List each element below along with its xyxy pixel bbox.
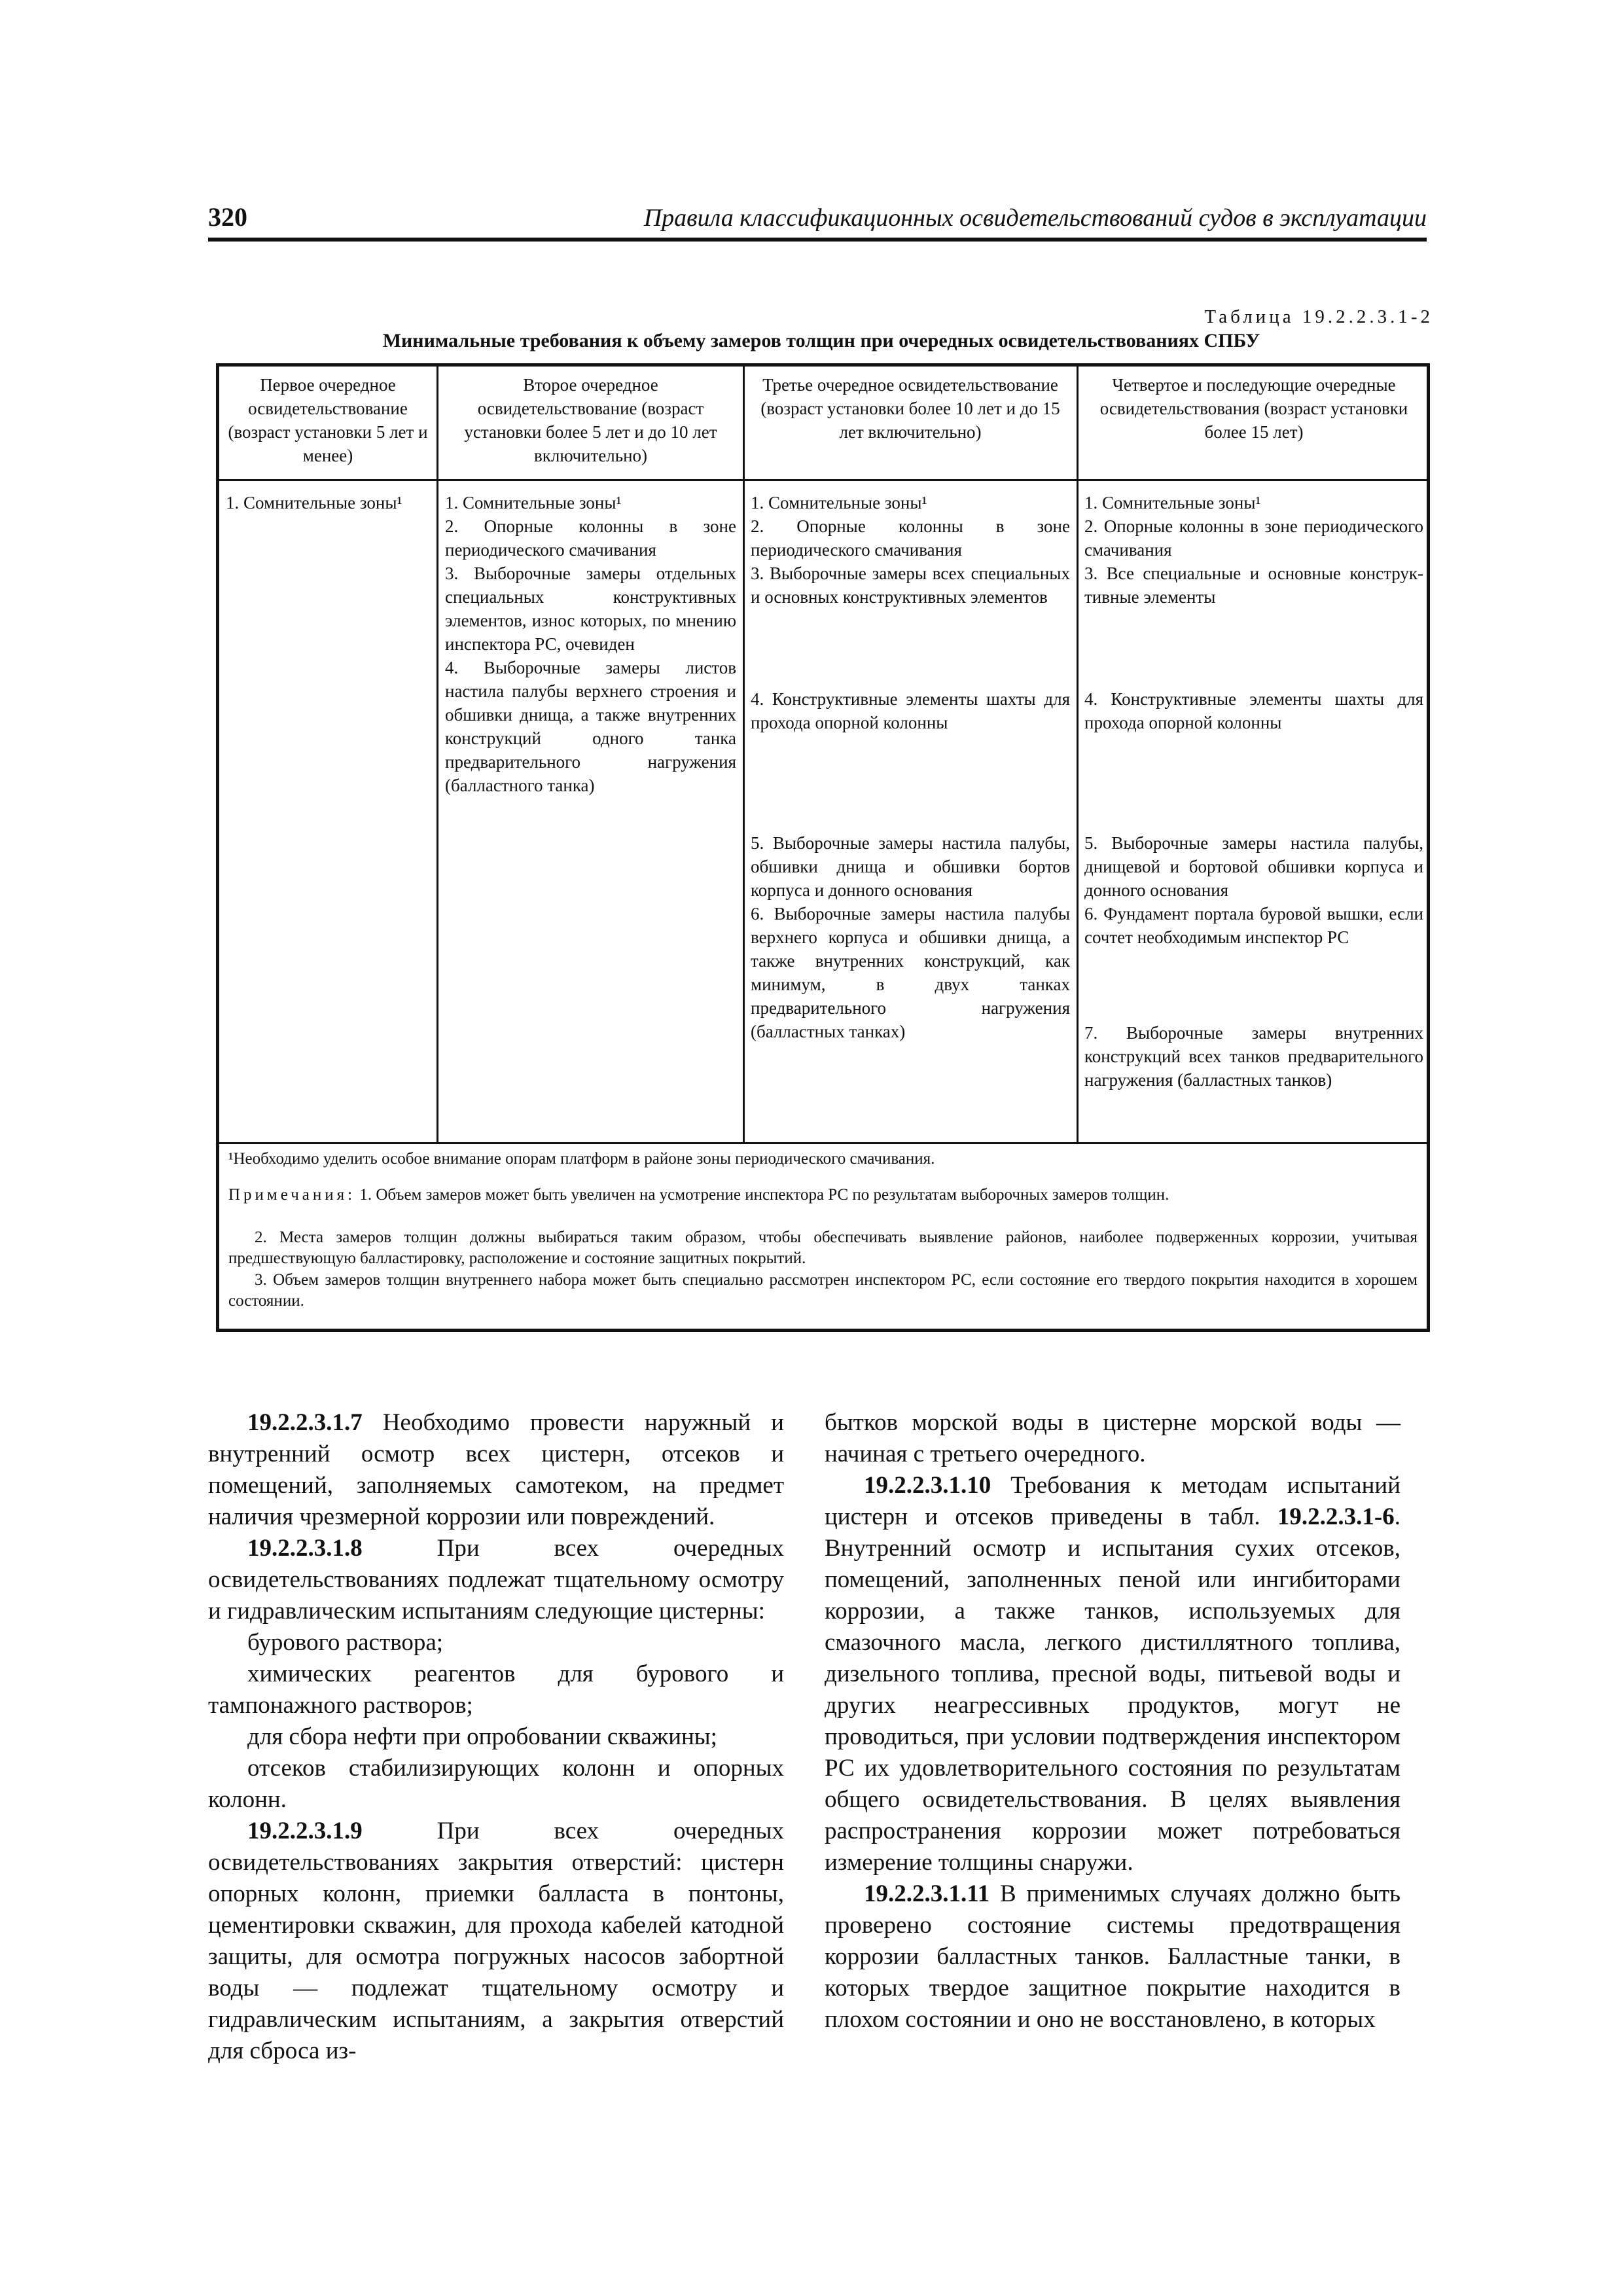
paragraph-11: 19.2.2.3.1.11 В применимых случаях должно быть проверено состояние системы предотвращения коррозии балластных танков. Балластные танки, в которых твердое защитное покрытие находится в плохом состоянии и оно не восстановлено, в которых: [825, 1880, 1400, 2033]
cell-col4-item2: 2. Опорные колонны в зоне периодического смачивания: [1084, 516, 1423, 560]
clause-number: 19.2.2.3.1.10: [864, 1472, 991, 1499]
table-notes: [228, 1185, 1418, 1206]
running-title: Правила классификационных освидетельствований судов в эксплуатации: [643, 204, 1427, 232]
paragraph-9: 19.2.2.3.1.9 При всех очередных освидетельствованиях закрытия отверстий: цистерн опорных колонн, приемки балласта в понтоны, цементировки скважин, для прохода кабелей катодной защиты, для осмотра погружных насосов забортной воды — подлежат тщательному осмотру и гидравлическим испытаниям, а закрытия отверстий для сброса из-: [208, 1818, 784, 2064]
notes-label: Примечания:: [228, 1186, 356, 1204]
note-1: 1. Объем замеров может быть увеличен на усмотрение инспектора РС по результатам выборочных замеров толщин.: [359, 1186, 1169, 1204]
cell-col1-item1: 1. Сомнительные зоны¹: [226, 493, 402, 512]
cell-col3-item6: 6. Выборочные замеры настила палубы верхнего корпуса и обшивки днища, а также внутренних конструкций, как минимум, в двух танках предварительного нагружения (балластных танках): [751, 904, 1070, 1041]
cell-col4-item4: 4. Конструктивные элементы шахты для прохода опорной колонны: [1084, 689, 1423, 732]
table-label: Таблица 19.2.2.3.1-2: [1204, 306, 1433, 327]
table-cell: [751, 491, 1070, 609]
list-item: химических реагентов для бурового и тампонажного растворов;: [208, 1660, 784, 1719]
cell-col2-item4: 4. Выборочные замеры листов настила палубы верхнего строения и обшивки днища, а также внутренних конструкций одного танка предварительного нагружения (балластного танка): [445, 658, 736, 795]
cell-col3-item4: 4. Конструктивные элементы шахты для прохода опорной колонны: [751, 689, 1070, 732]
paragraph-continuation: бытков морской воды в цистерне морской воды — начиная с третьего очередного.: [825, 1409, 1400, 1467]
header-divider: [219, 479, 1427, 481]
right-text-column: [825, 1407, 1400, 2036]
table-cell: [751, 831, 1070, 1043]
left-text-column: [208, 1407, 784, 2067]
paragraph-8: 19.2.2.3.1.8 При всех очередных освидетельствованиях подлежат тщательному осмотру и гидравлическим испытаниям следующие цистерны:: [208, 1535, 784, 1624]
column-divider: [1077, 367, 1079, 1142]
cell-col2-item3: 3. Выборочные замеры отдельных специальных конструктивных элементов, износ которых, по мнению инспектора РС, очевиден: [445, 564, 736, 654]
page-number: 320: [208, 202, 247, 232]
clause-number: 19.2.2.3.1.9: [247, 1818, 363, 1844]
header-cell: Четвертое и последующие очередные освидетельствования (возраст установки более 15 лет): [1099, 375, 1408, 442]
cell-col4-item1: 1. Сомнительные зоны¹: [1084, 493, 1261, 512]
cell-col3-item5: 5. Выборочные замеры настила палубы, обшивки днища и обшивки бортов корпуса и донного основания: [751, 833, 1070, 900]
list-item: отсеков стабилизирующих колонн и опорных колонн.: [208, 1755, 784, 1813]
cell-col4-item5: 5. Выборочные замеры настила палубы, днищевой и бортовой обшивки корпуса и донного основания: [1084, 833, 1423, 900]
table-cell: [445, 491, 736, 797]
paragraph-10: 19.2.2.3.1.10 Требования к методам испытаний цистерн и отсеков приведены в табл. 19.2.2.3.1-6. Внутренний осмотр и испытания сухих отсеков, помещений, заполненных пеной или ингибиторами коррозии, а также танков, используемых для смазочного масла, легкого дистиллятного топлива, дизельного топлива, пресной воды, питьевой воды и других неагрессивных продуктов, могут не проводиться, при условии подтверждения инспектором РС их удовлетворительного состояния по результатам общего освидетельствования. В целях выявления распространения коррозии может потребоваться измерение толщины снаружи.: [825, 1472, 1400, 1876]
cell-col3-item3: 3. Выборочные замеры всех специальных и основных конструктивных элементов: [751, 564, 1070, 607]
column-divider: [743, 367, 745, 1142]
clause-number: 19.2.2.3.1.8: [247, 1535, 363, 1562]
column-divider: [437, 367, 438, 1142]
cell-col3-item1: 1. Сомнительные зоны¹: [751, 493, 927, 512]
paragraph-7: 19.2.2.3.1.7 Необходимо провести наружный и внутренний осмотр всех цистерн, отсеков и помещений, заполняемых самотеком, на предмет наличия чрезмерной коррозии или повреждений.: [208, 1409, 784, 1530]
table-cell: [1084, 491, 1423, 609]
cell-col2-item1: 1. Сомнительные зоны¹: [445, 493, 622, 512]
table-cell: [1084, 831, 1423, 949]
clause-number: 19.2.2.3.1.11: [864, 1880, 990, 1907]
cell-col3-item2: 2. Опорные колонны в зоне периодического смачивания: [751, 516, 1070, 560]
cell-col4-item6: 6. Фундамент портала буровой вышки, если сочтет необходимым инспектор РС: [1084, 904, 1423, 947]
table-caption: Минимальные требования к объему замеров толщин при очередных освидетельствованиях СПБУ: [382, 330, 1260, 351]
clause-number: 19.2.2.3.1.7: [247, 1409, 363, 1436]
note-3: 3. Объем замеров толщин внутреннего набора может быть специально рассмотрен инспектором РС, если состояние его твердого покрытия находится в хорошем состоянии.: [228, 1271, 1418, 1310]
footnote-divider: [219, 1142, 1427, 1144]
header-cell: Первое очередное освидетельствование (возраст установки 5 лет и менее): [228, 375, 428, 465]
cell-col2-item2: 2. Опорные колонны в зоне периодического смачивания: [445, 516, 736, 560]
page-header: [208, 200, 1427, 242]
list-item: бурового раствора;: [247, 1629, 444, 1656]
requirements-table: [216, 363, 1430, 1332]
list-item: для сбора нефти при опробовании скважины;: [247, 1723, 717, 1750]
header-cell: Третье очередное освидетельствование (возраст установки более 10 лет и до 15 лет включительно): [760, 375, 1060, 442]
table-reference: 19.2.2.3.1-6: [1277, 1503, 1395, 1530]
cell-col4-item3: 3. Все специальные и основные конструк-тивные элементы: [1084, 564, 1423, 607]
note-2: 2. Места замеров толщин должны выбираться таким образом, чтобы обеспечивать выявление районов, наиболее подверженных коррозии, учитывая предшествующую балластировку, расположение и состояние защитных покрытий.: [228, 1229, 1418, 1267]
table-footnote: ¹Необходимо уделить особое внимание опорам платформ в районе зоны периодического смачивания.: [228, 1150, 935, 1168]
cell-col4-item7: 7. Выборочные замеры внутренних конструкций всех танков предварительного нагружения (балластных танков): [1084, 1023, 1423, 1090]
header-cell: Второе очередное освидетельствование (возраст установки более 5 лет и до 10 лет включительно): [464, 375, 717, 465]
